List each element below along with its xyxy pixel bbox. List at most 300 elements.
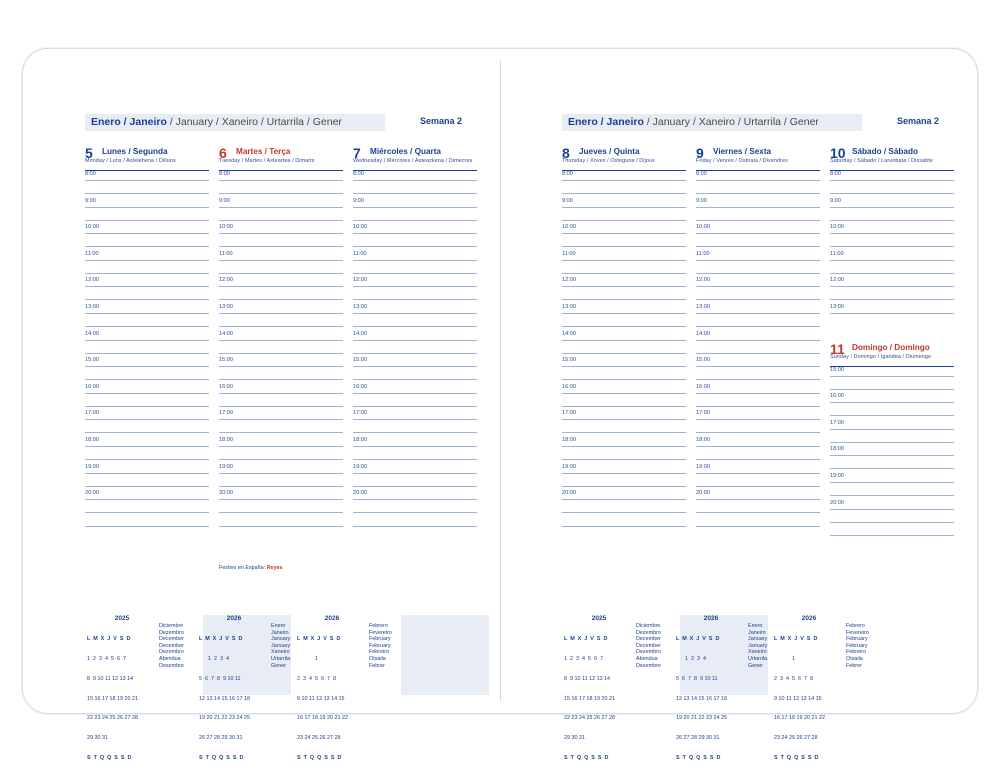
hour-slot[interactable] — [830, 198, 954, 225]
hour-slot[interactable] — [830, 251, 954, 278]
mini-month-name: Xaneiro — [748, 649, 767, 656]
hour-slot[interactable] — [219, 410, 343, 437]
hour-label: 12:00 — [85, 277, 99, 284]
hour-label: 8:00 — [696, 171, 707, 177]
mini-week-row: 29 30 31 — [564, 735, 585, 742]
hour-slot[interactable] — [85, 331, 209, 358]
header-month-secondary: / January / Xaneiro / Urtarrila / Gener — [166, 116, 342, 128]
hour-label: 8:00 — [85, 171, 96, 177]
mini-weekday-footer: S T Q Q S S D — [297, 754, 342, 761]
mini-calendar-block — [85, 615, 203, 761]
mini-month-name: Janeiro — [271, 629, 289, 636]
hour-slot[interactable] — [219, 224, 343, 251]
hour-slot[interactable] — [562, 277, 686, 304]
hour-label: 18:00 — [353, 436, 367, 443]
mini-grid — [676, 623, 727, 775]
mini-month-name: December — [159, 636, 184, 643]
hour-slot[interactable] — [562, 357, 686, 384]
hour-label: 19:00 — [353, 463, 367, 470]
mini-weekday-footer: S T Q Q S S D — [774, 754, 819, 761]
mini-month-name: Enero — [748, 623, 763, 629]
header-week-label: Semana 2 — [419, 116, 462, 126]
hour-slot[interactable] — [830, 277, 954, 304]
hour-slot[interactable] — [696, 224, 820, 251]
mini-month-name: Febrer — [846, 662, 862, 669]
hour-slot[interactable] — [696, 464, 820, 491]
mini-month-name: Febreiro — [369, 649, 390, 656]
hour-label: 14:00 — [219, 330, 233, 337]
day-column[interactable] — [353, 145, 477, 543]
hour-label: 9:00 — [830, 197, 841, 204]
mini-year: 2026 — [324, 615, 340, 622]
hour-slot[interactable] — [562, 304, 686, 331]
hour-slot[interactable] — [696, 357, 820, 384]
mini-month-name: December — [636, 642, 661, 649]
day-column[interactable] — [85, 145, 209, 543]
hour-slot[interactable] — [562, 198, 686, 225]
hour-label: 17:00 — [696, 410, 710, 417]
day-names: Miércoles / Quarta — [370, 147, 441, 156]
hour-label: 9:00 — [219, 197, 230, 204]
day-title — [562, 145, 686, 171]
hour-label: 18:00 — [219, 436, 233, 443]
day-number: 8 — [562, 145, 570, 161]
mini-week-row: 1 2 3 4 — [199, 655, 229, 662]
hour-slot[interactable] — [830, 224, 954, 251]
hour-slot[interactable] — [85, 517, 209, 544]
mini-weekday-header: L M X J V S D — [774, 636, 818, 643]
mini-calendar-block — [562, 615, 680, 761]
hour-label: 18:00 — [696, 436, 710, 443]
mini-grid — [774, 623, 825, 775]
mini-month-name: Otsaila — [369, 655, 386, 662]
hour-slots[interactable] — [830, 367, 954, 553]
mini-year: 2026 — [226, 615, 242, 622]
mini-month-names — [846, 623, 869, 669]
mini-calendar-spacer — [401, 615, 489, 695]
hour-label: 11:00 — [219, 250, 233, 257]
hour-label: 16:00 — [562, 383, 576, 390]
planner-spread — [22, 48, 978, 761]
hour-slot[interactable] — [562, 490, 686, 517]
hour-label: 9:00 — [696, 197, 707, 204]
mini-grid — [297, 623, 348, 775]
mini-grid — [564, 623, 615, 775]
hour-slot[interactable] — [696, 490, 820, 517]
hour-slot[interactable] — [830, 393, 954, 420]
mini-week-row: 8 9 10 11 12 13 14 — [564, 675, 611, 682]
day-title — [696, 145, 820, 171]
hour-slot[interactable] — [696, 198, 820, 225]
hour-label: 8:00 — [830, 171, 841, 177]
hour-slot[interactable] — [85, 437, 209, 464]
mini-weekday-footer: S T Q Q S S D — [199, 754, 244, 761]
mini-month-name: Febrero — [369, 623, 388, 629]
hour-label: 11:00 — [353, 250, 367, 257]
holiday-note-value: Reyes — [266, 565, 283, 571]
mini-month-name: Desembre — [159, 662, 184, 669]
hour-slot[interactable] — [219, 198, 343, 225]
hour-slot[interactable] — [219, 251, 343, 278]
hour-slot[interactable] — [85, 410, 209, 437]
hour-slot[interactable] — [830, 304, 954, 331]
hour-label: 10:00 — [696, 224, 710, 231]
day-subnames: Saturday / Sábado / Larunbata / Dissabte — [830, 158, 933, 164]
hour-slot[interactable] — [562, 410, 686, 437]
hour-slot[interactable] — [219, 464, 343, 491]
hour-slot[interactable] — [219, 517, 343, 544]
mini-month-name: Janeiro — [748, 629, 766, 636]
hour-label: 20:00 — [85, 490, 99, 497]
mini-month-name: Abendua — [159, 655, 181, 662]
mini-year: 2025 — [591, 615, 607, 622]
hour-slots[interactable] — [830, 171, 954, 331]
hour-label: 11:00 — [696, 250, 710, 257]
hour-label: 14:00 — [85, 330, 99, 337]
day-number: 6 — [219, 145, 227, 161]
hour-slot[interactable] — [830, 473, 954, 500]
mini-calendars-left — [85, 615, 462, 761]
hour-slot[interactable] — [353, 384, 477, 411]
day-title — [830, 341, 954, 367]
hour-label: 14:00 — [696, 330, 710, 337]
mini-month-name: Dezembro — [636, 649, 661, 656]
hour-slot[interactable] — [353, 224, 477, 251]
mini-weekday-header: L M X J V S D — [297, 636, 341, 643]
hour-label: 17:00 — [830, 419, 844, 426]
mini-month-names — [369, 623, 392, 669]
hour-label: 20:00 — [353, 490, 367, 497]
hour-slot[interactable] — [830, 171, 954, 198]
hour-slot[interactable] — [696, 251, 820, 278]
mini-year: 2025 — [114, 615, 130, 622]
hour-slot[interactable] — [353, 331, 477, 358]
hour-slot[interactable] — [353, 171, 477, 198]
hour-slots[interactable] — [85, 171, 209, 543]
hour-slot[interactable] — [353, 490, 477, 517]
hour-label: 12:00 — [830, 277, 844, 284]
mini-week-row: 9 10 11 12 13 14 15 — [774, 695, 822, 702]
planner-page-right — [500, 49, 977, 761]
day-names: Jueves / Quinta — [579, 147, 640, 156]
hour-slot[interactable] — [562, 517, 686, 544]
mini-week-row: 2 3 4 5 6 7 8 — [774, 675, 813, 682]
hour-slot[interactable] — [562, 437, 686, 464]
mini-week-row: 12 13 14 15 16 17 18 — [199, 695, 250, 702]
mini-week-row: 12 13 14 15 16 17 18 — [676, 695, 727, 702]
day-column[interactable] — [219, 145, 343, 571]
day-column[interactable] — [562, 145, 686, 543]
mini-month-name: Dezembro — [636, 629, 661, 636]
hour-label: 17:00 — [85, 410, 99, 417]
mini-month-name: Otsaila — [846, 655, 863, 662]
page-header-right — [562, 114, 939, 134]
hour-label: 14:00 — [353, 330, 367, 337]
day-number: 5 — [85, 145, 93, 161]
hour-slot[interactable] — [219, 437, 343, 464]
header-month-primary: Enero / Janeiro — [91, 116, 167, 128]
mini-month-name: January — [748, 642, 768, 649]
mini-month-name: Dezembro — [159, 629, 184, 636]
hour-slot[interactable] — [353, 410, 477, 437]
mini-grid — [87, 623, 138, 775]
mini-calendar-block — [291, 615, 401, 761]
day-title — [830, 145, 954, 171]
hour-label: 12:00 — [353, 277, 367, 284]
hour-slot[interactable] — [696, 437, 820, 464]
mini-weekday-footer: S T Q Q S S D — [676, 754, 721, 761]
hour-slot[interactable] — [562, 171, 686, 198]
mini-month-name: January — [748, 636, 768, 643]
hour-label: 10:00 — [830, 224, 844, 231]
hour-slot[interactable] — [353, 464, 477, 491]
mini-weekday-footer: S T Q Q S S D — [564, 754, 609, 761]
hour-slot[interactable] — [353, 251, 477, 278]
mini-weekday-header: L M X J V S D — [199, 636, 243, 643]
day-names: Martes / Terça — [236, 147, 291, 156]
mini-week-row: 19 20 21 22 23 24 25 — [199, 715, 250, 722]
hour-label: 16:00 — [85, 383, 99, 390]
hour-slot[interactable] — [830, 420, 954, 447]
hour-label: 13:00 — [830, 303, 844, 310]
day-column[interactable] — [830, 145, 954, 553]
mini-week-row: 19 20 21 22 23 24 25 — [676, 715, 727, 722]
header-week-label: Semana 2 — [896, 116, 939, 126]
mini-month-name: Urtarrila — [748, 655, 768, 662]
day-names: Domingo / Domingo — [852, 342, 930, 352]
hour-label: 12:00 — [562, 277, 576, 284]
hour-slot[interactable] — [85, 357, 209, 384]
hour-label: 15:00 — [562, 357, 576, 364]
mini-month-name: Enero — [271, 623, 286, 629]
mini-month-name: January — [271, 636, 291, 643]
hour-slot[interactable] — [830, 367, 954, 394]
hour-slot[interactable] — [85, 490, 209, 517]
mini-calendar-block — [676, 615, 768, 761]
hour-slot[interactable] — [219, 331, 343, 358]
day-number: 11 — [830, 340, 845, 357]
hour-slot[interactable] — [85, 224, 209, 251]
hour-label: 11:00 — [830, 250, 844, 257]
mini-year: 2026 — [703, 615, 719, 622]
hour-slot[interactable] — [696, 277, 820, 304]
hour-slot[interactable] — [85, 384, 209, 411]
day-names: Viernes / Sexta — [713, 147, 772, 156]
mini-week-row: 1 — [774, 655, 795, 662]
hour-slot[interactable] — [219, 277, 343, 304]
mini-week-row: 23 24 25 26 27 28 — [297, 735, 341, 742]
hour-label: 10:00 — [85, 224, 99, 231]
day-names: Sábado / Sábado — [852, 147, 918, 156]
hour-slot[interactable] — [562, 464, 686, 491]
hour-label: 20:00 — [696, 490, 710, 497]
hour-label: 9:00 — [562, 197, 573, 204]
hour-slot[interactable] — [696, 331, 820, 358]
mini-month-name: February — [846, 642, 868, 649]
day-subnames: Friday / Venres / Ostirala / Divendres — [696, 158, 788, 164]
hour-slot[interactable] — [85, 198, 209, 225]
hour-slot[interactable] — [562, 331, 686, 358]
hour-slot[interactable] — [219, 357, 343, 384]
mini-week-row: 2 3 4 5 6 7 8 — [297, 675, 336, 682]
header-month-label — [568, 116, 819, 128]
hour-label: 10:00 — [562, 224, 576, 231]
mini-month-name: Urtarrila — [271, 655, 291, 662]
hour-slots[interactable] — [353, 171, 477, 543]
hour-label: 10:00 — [353, 224, 367, 231]
mini-grid — [199, 623, 250, 775]
hour-label: 15:00 — [353, 357, 367, 364]
hour-slot[interactable] — [562, 384, 686, 411]
hour-label: 18:00 — [562, 436, 576, 443]
mini-month-name: Desembre — [636, 662, 661, 669]
hour-slot[interactable] — [696, 384, 820, 411]
hour-slot[interactable] — [353, 198, 477, 225]
mini-week-row: 29 30 31 — [87, 735, 108, 742]
hour-slot[interactable] — [696, 304, 820, 331]
hour-label: 18:00 — [85, 436, 99, 443]
mini-calendars-right — [562, 615, 939, 761]
mini-month-name: December — [636, 636, 661, 643]
holiday-note-label: Festivo en España: — [219, 565, 267, 571]
hour-label: 19:00 — [830, 472, 844, 479]
holiday-note — [219, 565, 283, 571]
hour-label: 19:00 — [696, 463, 710, 470]
hour-slot[interactable] — [219, 384, 343, 411]
mini-month-name: Fevereiro — [846, 629, 869, 636]
hour-label: 13:00 — [696, 303, 710, 310]
hour-label: 19:00 — [219, 463, 233, 470]
mini-month-name: Febrer — [369, 662, 385, 669]
hour-slot[interactable] — [85, 277, 209, 304]
hour-label: 17:00 — [562, 410, 576, 417]
day-subnames: Sunday / Domingo / Igandea / Diumenge — [830, 353, 932, 360]
day-subnames: Monday / Luns / Astelehena / Dilluns — [85, 158, 176, 164]
mini-month-names — [748, 623, 767, 669]
mini-month-name: Fevereiro — [369, 629, 392, 636]
hour-label: 16:00 — [353, 383, 367, 390]
hour-slot[interactable] — [219, 304, 343, 331]
hour-label: 15:00 — [830, 366, 844, 373]
hour-label: 13:00 — [562, 303, 576, 310]
mini-month-name: Gener — [271, 662, 286, 669]
mini-month-name: Abendua — [636, 655, 658, 662]
mini-week-row: 5 6 7 8 9 10 11 — [199, 675, 241, 682]
hour-slot[interactable] — [353, 517, 477, 544]
hour-label: 15:00 — [219, 357, 233, 364]
hour-label: 19:00 — [85, 463, 99, 470]
mini-week-row: 1 — [297, 655, 318, 662]
mini-month-names — [636, 623, 661, 669]
hour-slot[interactable] — [830, 446, 954, 473]
hour-slot[interactable] — [696, 517, 820, 544]
mini-calendar-block — [199, 615, 291, 761]
hour-slot[interactable] — [696, 410, 820, 437]
hour-label: 10:00 — [219, 224, 233, 231]
hour-slot[interactable] — [353, 304, 477, 331]
mini-month-name: Febreiro — [846, 649, 867, 656]
day-names: Lunes / Segunda — [102, 147, 168, 156]
hour-slot[interactable] — [219, 490, 343, 517]
planner-page-left — [23, 49, 500, 761]
mini-month-name: December — [159, 642, 184, 649]
hour-label: 12:00 — [696, 277, 710, 284]
hour-slot[interactable] — [85, 171, 209, 198]
mini-weekday-header: L M X J V S D — [564, 636, 608, 643]
mini-month-name: Gener — [748, 662, 763, 669]
hour-label: 20:00 — [830, 499, 844, 506]
hour-slot[interactable] — [353, 357, 477, 384]
mini-month-name: Diciembre — [159, 623, 184, 629]
hour-slot[interactable] — [219, 171, 343, 198]
hour-label: 13:00 — [353, 303, 367, 310]
hour-slots[interactable] — [696, 171, 820, 543]
mini-week-row: 26 27 28 29 30 31 — [199, 735, 243, 742]
hour-slot[interactable] — [562, 251, 686, 278]
day-number: 10 — [830, 145, 846, 161]
day-column[interactable] — [696, 145, 820, 543]
hour-slot[interactable] — [830, 526, 954, 553]
header-month-label — [91, 116, 342, 128]
hour-slot[interactable] — [353, 277, 477, 304]
hour-slot[interactable] — [85, 304, 209, 331]
hour-slots[interactable] — [219, 171, 343, 543]
hour-slots[interactable] — [562, 171, 686, 543]
hour-label: 18:00 — [830, 446, 844, 453]
hour-slot[interactable] — [830, 500, 954, 527]
day-columns-left — [85, 145, 473, 593]
hour-label: 9:00 — [85, 197, 96, 204]
hour-label: 13:00 — [219, 303, 233, 310]
hour-slot[interactable] — [85, 251, 209, 278]
day-number: 9 — [696, 145, 704, 161]
mini-week-row: 23 24 25 26 27 28 — [774, 735, 818, 742]
mini-week-row: 15 16 17 18 19 20 21 — [564, 695, 615, 702]
hour-label: 14:00 — [562, 330, 576, 337]
mini-month-name: February — [846, 636, 868, 643]
mini-month-name: Diciembre — [636, 623, 661, 629]
mini-weekday-header: L M X J V S D — [676, 636, 720, 643]
mini-month-name: Dezembro — [159, 649, 184, 656]
day-subnames: Thursday / Xoves / Osteguna / Dijous — [562, 158, 655, 164]
day-columns-right — [562, 145, 939, 593]
day-number: 7 — [353, 145, 361, 161]
hour-label: 12:00 — [219, 277, 233, 284]
hour-label: 8:00 — [562, 171, 573, 177]
hour-slot[interactable] — [85, 464, 209, 491]
mini-week-row: 16 17 18 19 20 21 22 — [297, 715, 348, 722]
hour-label: 16:00 — [696, 383, 710, 390]
hour-slot[interactable] — [696, 171, 820, 198]
hour-label: 9:00 — [353, 197, 364, 204]
mini-month-name: Xaneiro — [271, 649, 290, 656]
hour-slot[interactable] — [353, 437, 477, 464]
page-header-left — [85, 114, 462, 134]
header-month-primary: Enero / Janeiro — [568, 116, 644, 128]
hour-slot[interactable] — [562, 224, 686, 251]
mini-month-name: Febrero — [846, 623, 865, 629]
mini-month-names — [159, 623, 184, 669]
hour-label: 20:00 — [562, 490, 576, 497]
mini-month-name: February — [369, 636, 391, 643]
mini-week-row: 26 27 28 29 30 31 — [676, 735, 720, 742]
hour-label: 15:00 — [696, 357, 710, 364]
hour-label: 11:00 — [85, 250, 99, 257]
mini-calendar-block — [768, 615, 878, 761]
day-subnames: Tuesday / Martes / Asteartea / Dimarts — [219, 158, 315, 164]
mini-week-row: 9 10 11 12 13 14 15 — [297, 695, 345, 702]
hour-label: 8:00 — [353, 171, 364, 177]
